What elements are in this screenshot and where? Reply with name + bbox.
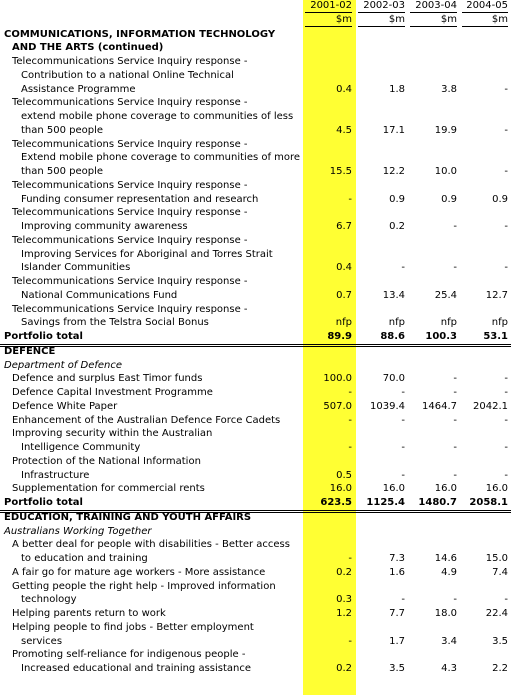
cell-2001-02: 6.7: [336, 221, 352, 232]
cell-2002-03: 16.0: [382, 483, 405, 495]
cell-2002-03: 7.7: [389, 608, 405, 619]
cell-2001-02: 0.3: [336, 594, 352, 606]
row-label: Enhancement of the Australian Defence Force Cadets: [12, 414, 281, 426]
cell-2002-03: nfp: [388, 317, 405, 329]
row-label: Improving Services for Aboriginal and Torres Strait: [21, 248, 273, 260]
table-row: [0, 193, 511, 207]
cell-2001-02: -: [348, 635, 352, 647]
cell-2004-05: 2042.1: [473, 400, 508, 412]
cell-2003-04: -: [453, 373, 457, 385]
section-heading-row: [0, 41, 511, 55]
cell-2004-05: -: [504, 469, 508, 481]
row-label: Telecommunications Service Inquiry response -: [12, 56, 248, 67]
table-row: [0, 635, 511, 649]
table-row: [0, 83, 511, 97]
subheading-row: [0, 359, 511, 373]
table-row: [0, 69, 511, 83]
row-label: Helping parents return to work: [12, 608, 166, 619]
row-label: DEFENCE: [4, 345, 56, 357]
cell-2003-04: 3.4: [441, 635, 457, 647]
table-row: [0, 303, 511, 317]
year-2001-02: 2001-02: [305, 0, 352, 13]
row-label: Extend mobile phone coverage to communities of more: [21, 152, 301, 164]
cell-2002-03: 0.9: [389, 193, 405, 205]
row-label: Australians Working Together: [4, 525, 152, 537]
cell-2001-02: 16.0: [329, 483, 352, 495]
row-label: Infrastructure: [21, 469, 90, 481]
cell-2002-03: -: [401, 594, 405, 606]
table-row: [0, 261, 511, 275]
cell-2004-05: 2058.1: [469, 497, 508, 508]
row-label: Telecommunications Service Inquiry response -: [12, 97, 248, 109]
cell-2001-02: 0.4: [336, 262, 352, 274]
row-label: Helping people to find jobs - Better employment: [12, 621, 254, 633]
cell-2001-02: 0.2: [336, 566, 352, 578]
cell-2004-05: 22.4: [485, 608, 508, 619]
row-label: Portfolio total: [4, 331, 83, 342]
cell-2001-02: 623.5: [320, 497, 352, 508]
table-row: [0, 580, 511, 594]
cell-2001-02: 0.4: [336, 83, 352, 95]
table-row: [0, 386, 511, 400]
row-label: Improving security within the Australian: [12, 428, 213, 440]
table-row: [0, 179, 511, 193]
cell-2001-02: -: [348, 553, 352, 564]
row-label: Contribution to a national Online Technical: [21, 69, 234, 81]
table-row: [0, 538, 511, 552]
cell-2004-05: 0.9: [492, 193, 508, 205]
table-row: [0, 55, 511, 69]
table-row: [0, 372, 511, 386]
cell-2004-05: -: [504, 414, 508, 426]
cell-2003-04: 4.9: [441, 566, 457, 578]
row-label: Savings from the Telstra Social Bonus: [21, 317, 209, 329]
cell-2002-03: 1039.4: [370, 400, 405, 412]
row-label: Telecommunications Service Inquiry response -: [12, 234, 248, 246]
row-label: A better deal for people with disabilities - Better access: [12, 539, 290, 551]
unit-label: $m: [462, 14, 508, 27]
cell-2003-04: 25.4: [434, 289, 457, 301]
unit-label: $m: [358, 14, 405, 27]
cell-2001-02: 89.9: [327, 331, 352, 342]
cell-2002-03: -: [401, 387, 405, 398]
cell-2004-05: -: [504, 124, 508, 136]
row-label: than 500 people: [21, 124, 104, 136]
row-label: Defence White Paper: [12, 400, 118, 412]
cell-2001-02: -: [348, 193, 352, 205]
table-row: [0, 400, 511, 414]
row-label: Supplementation for commercial rents: [12, 483, 205, 495]
cell-2003-04: 3.8: [441, 83, 457, 95]
cell-2003-04: 10.0: [434, 166, 457, 177]
cell-2004-05: 16.0: [485, 483, 508, 495]
table-row: [0, 427, 511, 441]
row-label: than 500 people: [21, 166, 104, 177]
table-row: [0, 275, 511, 289]
row-label: extend mobile phone coverage to communities of less: [21, 111, 294, 122]
cell-2002-03: 13.4: [382, 289, 405, 301]
row-label: EDUCATION, TRAINING AND YOUTH AFFAIRS: [4, 511, 252, 523]
table-row: [0, 316, 511, 330]
row-label: Promoting self-reliance for indigenous people -: [12, 649, 246, 661]
cell-2004-05: -: [504, 373, 508, 385]
cell-2002-03: 1.6: [389, 566, 405, 578]
row-label: COMMUNICATIONS, INFORMATION TECHNOLOGY: [4, 28, 276, 40]
cell-2003-04: 0.9: [441, 193, 457, 205]
table-row: [0, 138, 511, 152]
row-label: Getting people the right help - Improved information: [12, 580, 276, 592]
cell-2003-04: -: [453, 262, 457, 274]
row-label: A fair go for mature age workers - More assistance: [12, 566, 266, 578]
row-label: Defence and surplus East Timor funds: [12, 373, 203, 385]
header-unit-row: [0, 14, 511, 28]
cell-2002-03: 3.5: [389, 663, 405, 674]
table-row: [0, 648, 511, 662]
cell-2001-02: -: [348, 414, 352, 426]
cell-2002-03: 1.7: [389, 635, 405, 647]
row-label: Funding consumer representation and research: [21, 193, 259, 205]
cell-2003-04: -: [453, 414, 457, 426]
section-heading-row: [0, 511, 511, 525]
unit-label: $m: [410, 14, 457, 27]
table-row: [0, 289, 511, 303]
cell-2002-03: 12.2: [382, 166, 405, 177]
table-row: [0, 96, 511, 110]
row-label: Protection of the National Information: [12, 455, 201, 467]
row-label: Defence Capital Investment Programme: [12, 387, 213, 398]
cell-2004-05: -: [504, 166, 508, 177]
row-label: AND THE ARTS (continued): [12, 42, 164, 54]
cell-2003-04: 100.3: [425, 331, 457, 342]
cell-2001-02: nfp: [335, 317, 352, 329]
cell-2004-05: -: [504, 83, 508, 95]
section-heading-row: [0, 28, 511, 42]
cell-2002-03: 88.6: [380, 331, 405, 342]
table-row: [0, 220, 511, 234]
table-row: [0, 482, 511, 496]
portfolio-total-row: [0, 496, 511, 511]
cell-2004-05: -: [504, 387, 508, 398]
cell-2004-05: 53.1: [483, 331, 508, 342]
cell-2002-03: 17.1: [382, 124, 405, 136]
table-row: [0, 165, 511, 179]
cell-2003-04: 18.0: [434, 608, 457, 619]
section-heading-row: [0, 345, 511, 359]
cell-2004-05: -: [504, 262, 508, 274]
row-label: National Communications Fund: [21, 289, 178, 301]
year-2002-03: 2002-03: [358, 0, 405, 13]
table-row: [0, 607, 511, 621]
cell-2002-03: -: [401, 414, 405, 426]
cell-2004-05: 15.0: [485, 553, 508, 564]
table-row: [0, 552, 511, 566]
cell-2001-02: -: [348, 442, 352, 453]
cell-2003-04: -: [453, 469, 457, 481]
year-2003-04: 2003-04: [410, 0, 457, 13]
cell-2003-04: -: [453, 221, 457, 232]
cell-2004-05: 12.7: [485, 289, 508, 301]
cell-2001-02: 0.5: [336, 469, 352, 481]
row-label: Telecommunications Service Inquiry response -: [12, 276, 248, 287]
cell-2001-02: 4.5: [336, 124, 352, 136]
row-label: to education and training: [21, 553, 148, 564]
table-row: [0, 621, 511, 635]
row-label: Assistance Programme: [21, 83, 136, 95]
cell-2001-02: 100.0: [323, 373, 352, 385]
cell-2003-04: -: [453, 442, 457, 453]
cell-2003-04: -: [453, 594, 457, 606]
row-label: Improving community awareness: [21, 221, 188, 232]
table-row: [0, 234, 511, 248]
table-row: [0, 566, 511, 580]
cell-2002-03: -: [401, 442, 405, 453]
cell-2001-02: 507.0: [323, 400, 352, 412]
cell-2003-04: -: [453, 387, 457, 398]
subheading-row: [0, 525, 511, 539]
cell-2004-05: -: [504, 442, 508, 453]
cell-2002-03: 70.0: [382, 373, 405, 385]
cell-2001-02: 1.2: [336, 608, 352, 619]
header-years-row: [0, 0, 511, 14]
cell-2002-03: -: [401, 469, 405, 481]
cell-2004-05: -: [504, 594, 508, 606]
cell-2001-02: 0.7: [336, 289, 352, 301]
cell-2003-04: 4.3: [441, 663, 457, 674]
table-row: [0, 441, 511, 455]
cell-2002-03: 1.8: [389, 83, 405, 95]
cell-2004-05: nfp: [491, 317, 508, 329]
cell-2002-03: 1125.4: [366, 497, 405, 508]
table-body: [0, 28, 511, 676]
cell-2004-05: 3.5: [492, 635, 508, 647]
cell-2004-05: 2.2: [492, 663, 508, 674]
cell-2003-04: 1480.7: [418, 497, 457, 508]
cell-2003-04: 16.0: [434, 483, 457, 495]
cell-2004-05: -: [504, 221, 508, 232]
row-label: Increased educational and training assistance: [21, 663, 252, 674]
row-label: Telecommunications Service Inquiry response -: [12, 138, 248, 150]
table-row: [0, 151, 511, 165]
cell-2003-04: 14.6: [434, 553, 457, 564]
portfolio-total-row: [0, 330, 511, 345]
row-label: technology: [21, 594, 77, 606]
cell-2003-04: nfp: [440, 317, 457, 329]
cell-2001-02: 15.5: [329, 166, 352, 177]
table-row: [0, 248, 511, 262]
table-row: [0, 206, 511, 220]
cell-2003-04: 19.9: [434, 124, 457, 136]
table-row: [0, 662, 511, 676]
row-label: Telecommunications Service Inquiry response -: [12, 303, 248, 315]
row-label: Portfolio total: [4, 497, 83, 508]
row-label: Telecommunications Service Inquiry response -: [12, 207, 248, 219]
row-label: Intelligence Community: [21, 442, 141, 453]
table-row: [0, 110, 511, 124]
table-row: [0, 414, 511, 428]
table-row: [0, 455, 511, 469]
table-row: [0, 593, 511, 607]
cell-2002-03: 0.2: [389, 221, 405, 232]
cell-2001-02: 0.2: [336, 663, 352, 674]
table-row: [0, 469, 511, 483]
row-label: Department of Defence: [4, 359, 123, 371]
cell-2004-05: 7.4: [492, 566, 508, 578]
cell-2003-04: 1464.7: [422, 400, 457, 412]
cell-2002-03: -: [401, 262, 405, 274]
year-2004-05: 2004-05: [462, 0, 508, 13]
table-row: [0, 124, 511, 138]
cell-2001-02: -: [348, 387, 352, 398]
unit-label: $m: [305, 14, 352, 27]
row-label: Telecommunications Service Inquiry response -: [12, 179, 248, 191]
cell-2002-03: 7.3: [389, 553, 405, 564]
row-label: services: [21, 635, 63, 647]
row-label: Islander Communities: [21, 262, 131, 274]
